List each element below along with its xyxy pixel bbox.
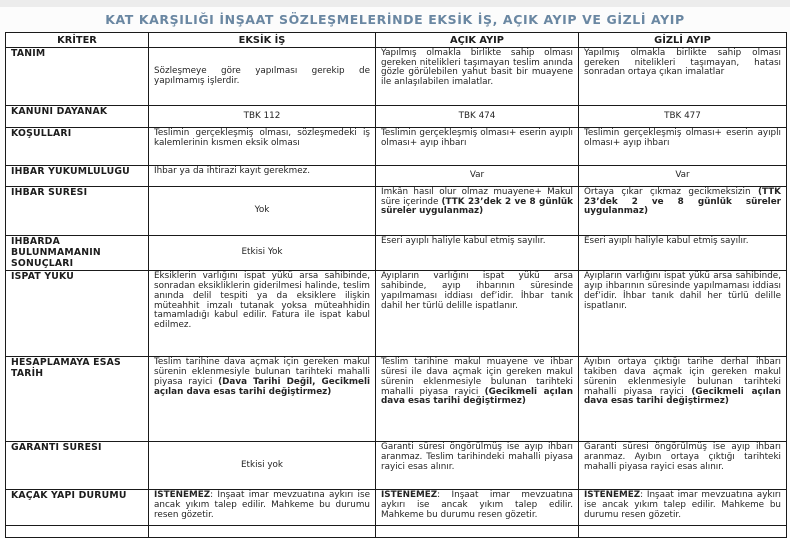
table-cell bbox=[376, 128, 579, 166]
table-cell bbox=[149, 442, 376, 490]
row-criterion-label: KAÇAK YAPI DURUMU bbox=[6, 490, 149, 526]
cell-text-bold: (Dava Tarihi Değil, Gecikmeli açılan dava esas tarihi değiştirmez) bbox=[154, 376, 370, 397]
table-row bbox=[6, 48, 787, 106]
table-cell-empty bbox=[376, 526, 579, 538]
table-cell bbox=[149, 48, 376, 106]
cell-text-bold: İSTENEMEZ bbox=[154, 490, 211, 501]
row-criterion-label: İHBARDA BULUNMAMANIN SONUÇLARI bbox=[6, 236, 149, 271]
column-header-kriter: KRİTER bbox=[6, 33, 149, 48]
table-cell bbox=[149, 490, 376, 526]
row-criterion-label: İHBAR YÜKÜMLÜLÜĞÜ bbox=[6, 166, 149, 187]
cell-text: : İnşaat imar mevzuatına aykırı ise ancak yıkım talep edilir. Mahkeme bu durumu resen gözetir. bbox=[154, 490, 370, 520]
table-cell bbox=[376, 490, 579, 526]
column-header-1: EKSİK İŞ bbox=[149, 33, 376, 48]
table-row bbox=[6, 166, 787, 187]
row-criterion-label: KOŞULLARI bbox=[6, 128, 149, 166]
table-row bbox=[6, 236, 787, 271]
cell-text: Var bbox=[675, 170, 690, 181]
row-criterion-label: TANIM bbox=[6, 48, 149, 106]
table-cell bbox=[579, 357, 787, 442]
row-criterion-label: KANUNİ DAYANAK bbox=[6, 106, 149, 128]
cell-text: : İnşaat imar mevzuatına aykırı ise ancak yıkım talep edilir. Mahkeme bu durumu resen gözetir. bbox=[381, 490, 573, 520]
cell-text: Etkisi Yok bbox=[241, 247, 283, 258]
table-cell bbox=[149, 106, 376, 128]
table-cell-empty bbox=[6, 526, 149, 538]
table-cell bbox=[376, 106, 579, 128]
cell-text: Teslim tarihine dava açmak için gereken makul sürenin eklenmesiyle bulunan tarihteki mahalli piyasa rayici bbox=[154, 357, 370, 387]
cell-text: Sözleşmeye göre yapılması gerekip de yapılmamış işlerdir. bbox=[154, 65, 370, 86]
cell-text: Ayıpların varlığını ispat yükü arsa sahibinde, ayıp ihbarının süresinde yapılmaması iddiası def’idir. İhbar tanık dahil her türlü delille ispatlanır. bbox=[584, 271, 781, 311]
cell-text: Var bbox=[469, 170, 485, 181]
row-criterion-label: HESAPLAMAYA ESAS TARİH bbox=[6, 357, 149, 442]
cell-text: Eseri ayıplı haliyle kabul etmiş sayılır. bbox=[584, 236, 749, 246]
header-row bbox=[6, 33, 787, 48]
table-cell bbox=[149, 271, 376, 357]
table-cell bbox=[376, 187, 579, 236]
table-cell bbox=[376, 357, 579, 442]
table-cell bbox=[579, 490, 787, 526]
comparison-table bbox=[5, 32, 787, 538]
cell-text: Garanti süresi öngörülmüş ise ayıp ihbarı aranmaz. Ayıbın ortaya çıktığı tarihteki mahalli piyasa rayici esas alınır. bbox=[584, 442, 781, 472]
cell-text: İhbar ya da ihtirazi kayıt gerekmez. bbox=[154, 166, 311, 176]
cell-text-bold: İSTENEMEZ bbox=[381, 490, 438, 501]
cell-text: Ayıpların varlığını ispat yükü arsa sahibinde, ayıp ihbarının süresinde yapılmaması iddiası def’idir. İhbar tanık dahil her türlü delille ispatlanır. bbox=[381, 271, 573, 311]
cell-text-bold: (TTK 23’dek 2 ve 8 günlük süreler uygulanmaz) bbox=[381, 196, 573, 217]
table-cell bbox=[579, 442, 787, 490]
cell-text: Ayıbın ortaya çıktığı tarihe derhal ihbarı takiben dava açmak için gereken makul sürenin eklenmesiyle bulunan tarihteki mahalli piyasa rayici bbox=[584, 357, 781, 397]
table-cell bbox=[579, 271, 787, 357]
cell-text: TBK 477 bbox=[664, 110, 701, 121]
cell-text-bold: (Gecikmeli açılan dava esas tarihi değiştirmez) bbox=[381, 386, 573, 407]
column-header-2: AÇIK AYIP bbox=[376, 33, 579, 48]
cell-text: Yok bbox=[254, 205, 270, 216]
cell-text: : İnşaat imar mevzuatına aykırı ise ancak yıkım talep edilir. Mahkeme bu durumu resen gözetir. bbox=[584, 490, 781, 520]
cell-text: Teslimin gerçekleşmiş olması+ eserin ayıplı olması+ ayıp ihbarı bbox=[584, 128, 781, 148]
row-criterion-label: GARANTİ SÜRESİ bbox=[6, 442, 149, 490]
cell-text: Yapılmış olmakla birlikte sahip olması gereken nitelikleri taşımayan teslim anında gözle görülebilen yahut basit bir muayene ile anlaşılabilen imalatlar. bbox=[381, 48, 573, 88]
table-cell bbox=[579, 48, 787, 106]
table-cell bbox=[149, 357, 376, 442]
table-row bbox=[6, 357, 787, 442]
table-cell bbox=[376, 236, 579, 271]
cell-text-bold: İSTENEMEZ bbox=[584, 490, 641, 501]
cell-text: Eksiklerin varlığını ispat yükü arsa sahibinde, sonradan eksikliklerin giderilmesi halinde, teslim anında delil tespiti ya da eksiklere ilişkin müteahhit imzalı tutanak yoksa müteahhidin tamamladığı kabul edilir. Fatura ile ispat kabul edilmez. bbox=[154, 271, 370, 330]
cell-text: TBK 474 bbox=[458, 110, 496, 121]
table-cell bbox=[579, 236, 787, 271]
table-cell-empty bbox=[149, 526, 376, 538]
cell-text: Teslimin gerçekleşmiş olması, sözleşmedeki iş kalemlerinin kısmen eksik olması bbox=[154, 128, 370, 148]
table-cell bbox=[579, 187, 787, 236]
table-cell bbox=[376, 48, 579, 106]
table-cell bbox=[376, 442, 579, 490]
cell-text: İmkân hasıl olur olmaz muayene+ Makul süre içerinde bbox=[381, 187, 573, 207]
cell-text: Teslim tarihine makul muayene ve ihbar süresi ile dava açmak için gereken makul sürenin eklenmesiyle bulunan tarihteki mahalli piyasa rayici bbox=[381, 357, 573, 397]
cell-text-bold: (Gecikmeli açılan dava esas tarihi değiştirmez) bbox=[584, 386, 781, 407]
cell-text-bold: (TTK 23’dek 2 ve 8 günlük süreler uygulanmaz) bbox=[584, 187, 781, 217]
cell-text: TBK 112 bbox=[243, 110, 281, 121]
cell-text: Yapılmış olmakla birlikte sahip olması gereken nitelikleri taşımayan, hatası sonradan ortaya çıkan imalatlar bbox=[584, 48, 781, 78]
cell-text: Eseri ayıplı haliyle kabul etmiş sayılır. bbox=[381, 236, 546, 246]
table-cell bbox=[579, 128, 787, 166]
table-cell bbox=[149, 128, 376, 166]
row-criterion-label: İHBAR SÜRESİ bbox=[6, 187, 149, 236]
cell-text: Garanti süresi öngörülmüş ise ayıp ihbarı aranmaz. Teslim tarihindeki mahalli piyasa rayici esas alınır. bbox=[381, 442, 573, 472]
table-cell bbox=[579, 106, 787, 128]
table-row bbox=[6, 490, 787, 526]
table-row bbox=[6, 187, 787, 236]
page-top-margin bbox=[0, 0, 790, 7]
page-title: KAT KARŞILIĞI İNŞAAT SÖZLEŞMELERİNDE EKSİK İŞ, AÇIK AYIP VE GİZLİ AYIP bbox=[105, 12, 685, 27]
table-row bbox=[6, 106, 787, 128]
column-header-3: GİZLİ AYIP bbox=[579, 33, 787, 48]
table-cell bbox=[579, 166, 787, 187]
table-cell bbox=[149, 166, 376, 187]
cell-text: Etkisi yok bbox=[240, 460, 284, 471]
table-cell bbox=[376, 271, 579, 357]
partial-row-cutoff bbox=[6, 526, 787, 538]
table-cell bbox=[376, 166, 579, 187]
row-criterion-label: İSPAT YÜKÜ bbox=[6, 271, 149, 357]
cell-text: Ortaya çıkar çıkmaz gecikmeksizin bbox=[584, 187, 758, 197]
table-row bbox=[6, 271, 787, 357]
table-row bbox=[6, 128, 787, 166]
cell-text: Teslimin gerçekleşmiş olması+ eserin ayıplı olması+ ayıp ihbarı bbox=[381, 128, 573, 148]
table-cell bbox=[149, 236, 376, 271]
table-cell bbox=[149, 187, 376, 236]
table-row bbox=[6, 442, 787, 490]
table-cell-empty bbox=[579, 526, 787, 538]
